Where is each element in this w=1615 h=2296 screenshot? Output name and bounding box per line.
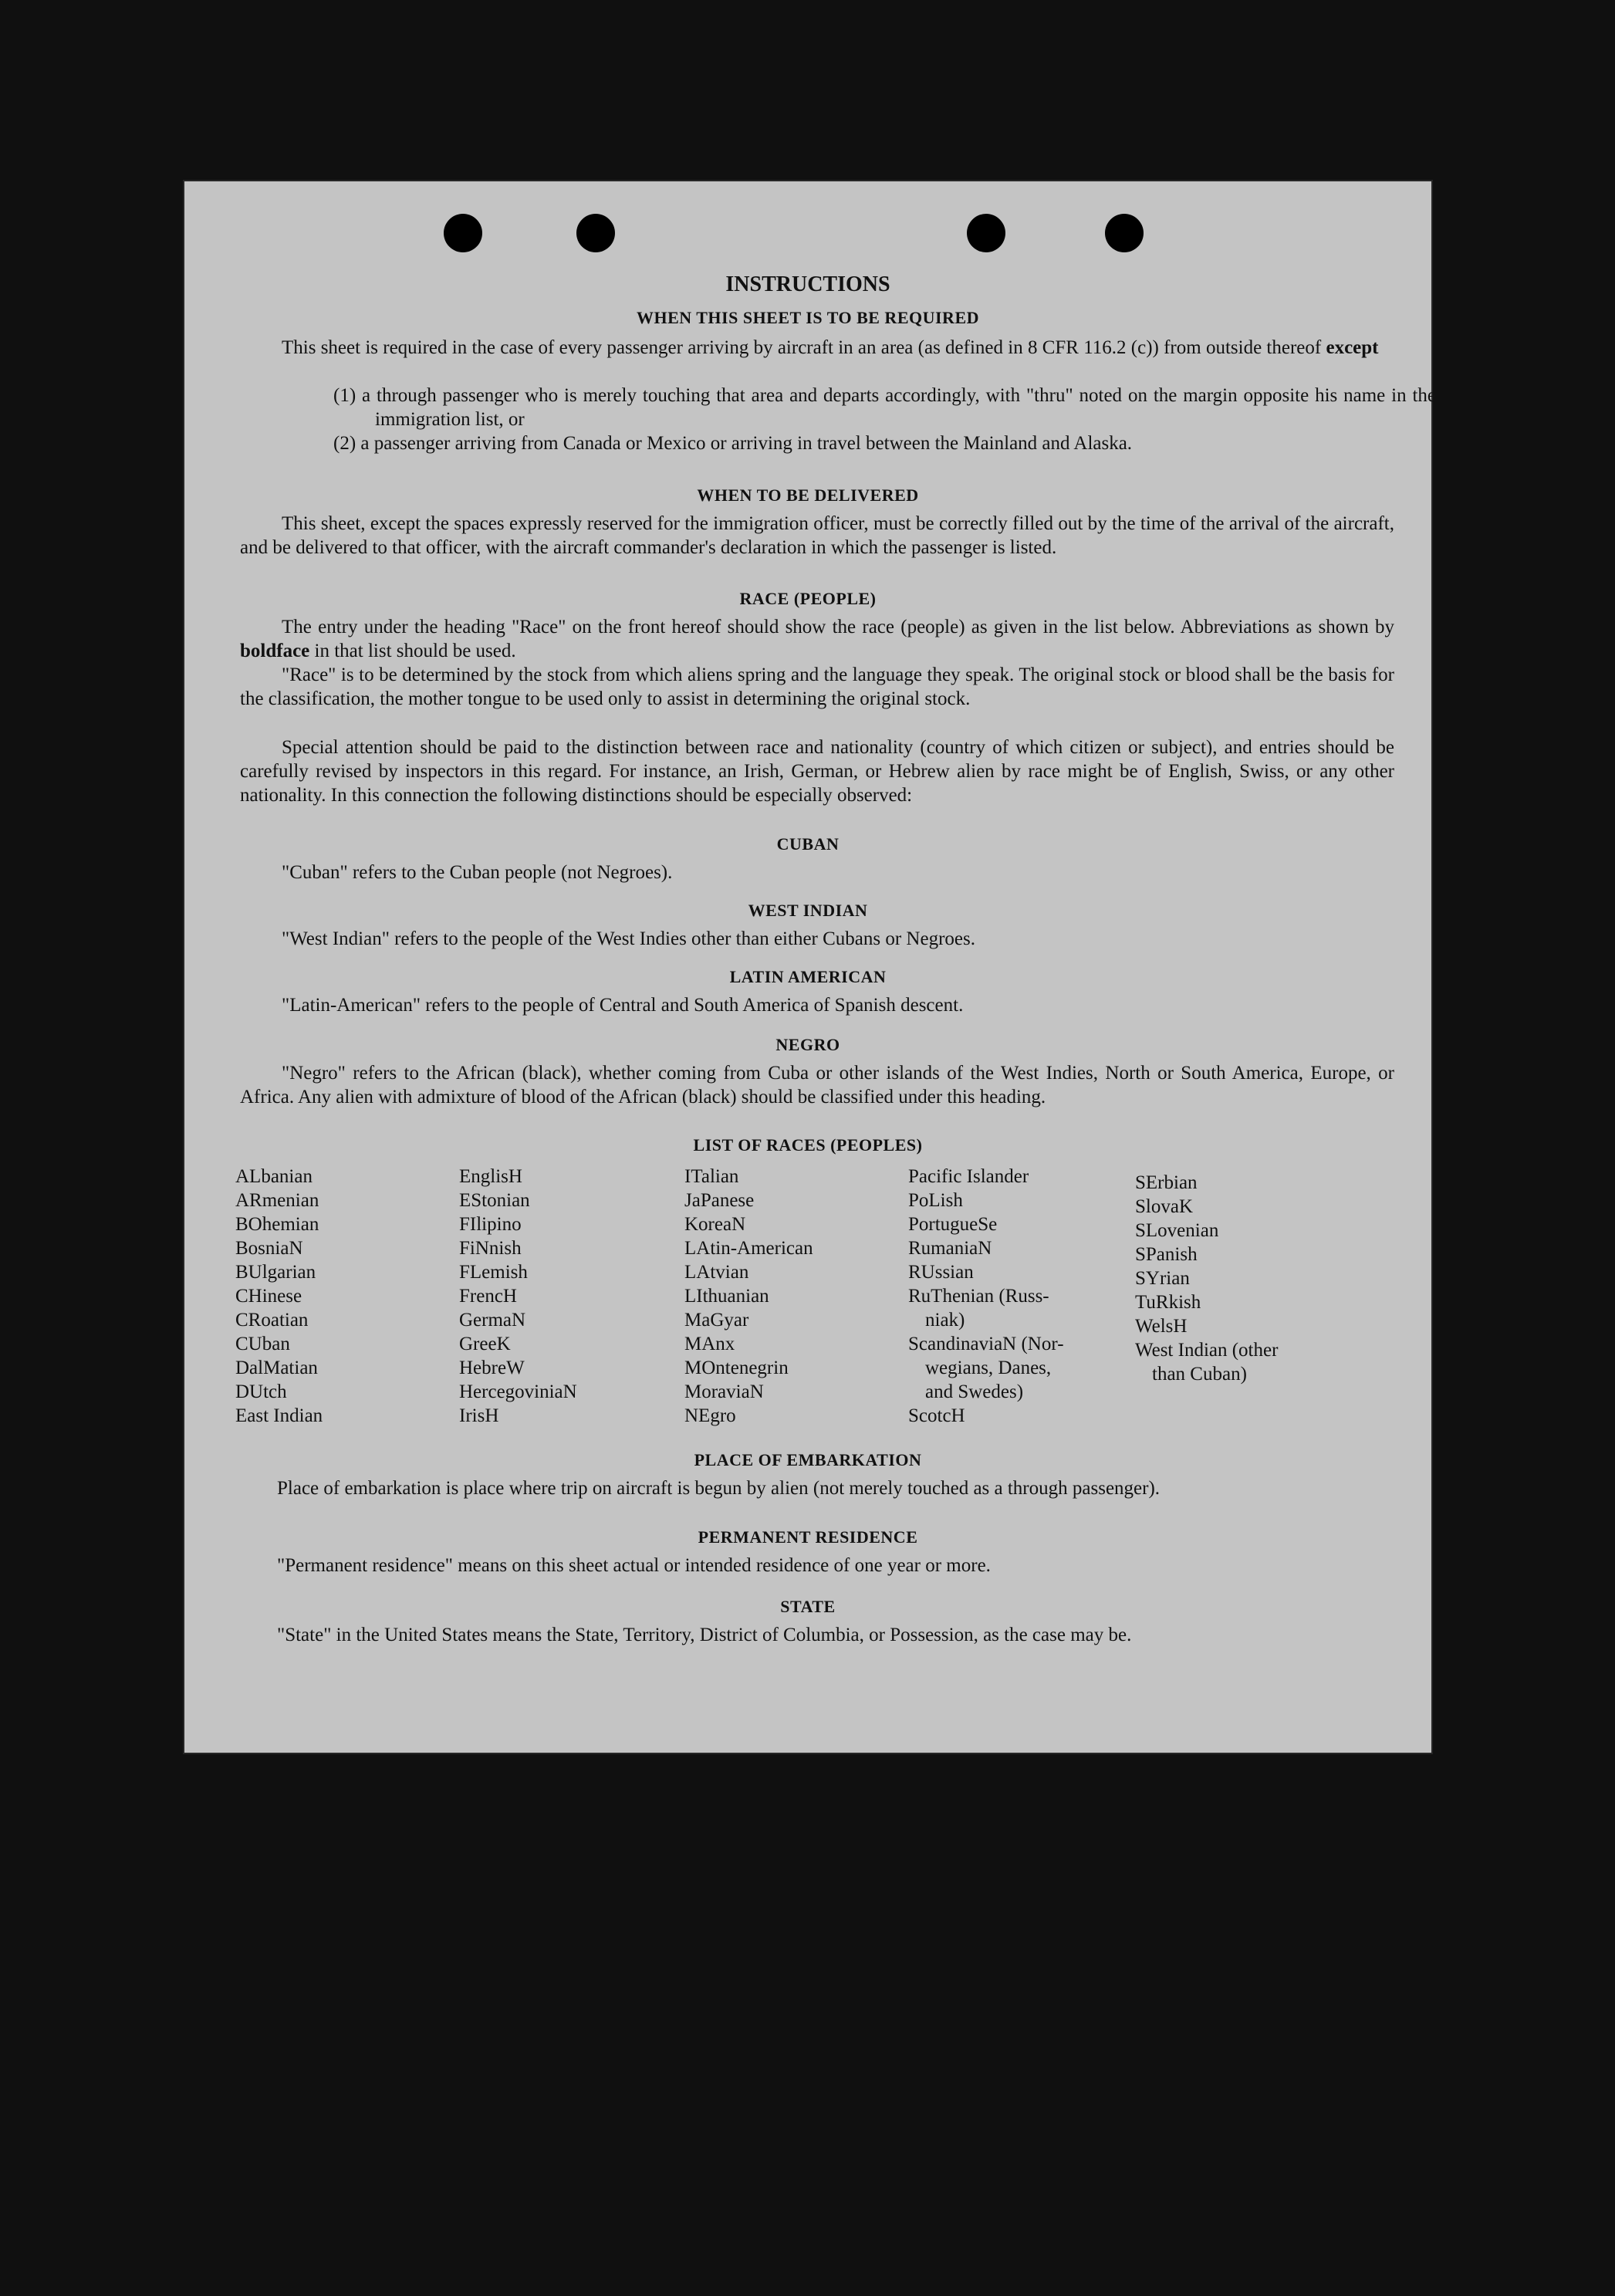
races-column-3 xyxy=(684,1165,813,1428)
race-para-2: "Race" is to be determined by the stock from which aliens spring and the language they speak. The original stock or blood shall be the basis for the classification, the mother tongue to be used only to assist in determining the original stock. xyxy=(240,664,1394,709)
heading-race: RACE (PEOPLE) xyxy=(739,589,877,608)
race-entry: ITalian xyxy=(684,1166,739,1187)
race-entry-continued: niak) xyxy=(925,1310,965,1331)
race-entry: FLemish xyxy=(459,1262,528,1283)
race-entry: RuThenian (Russ- xyxy=(908,1286,1049,1307)
heading-permanent-residence: PERMANENT RESIDENCE xyxy=(698,1527,918,1547)
race-para-3: Special attention should be paid to the distinction between race and nationality (country of which citizen or subject), and entries should be carefully revised by inspectors in this regard. For instance, an Irish, German, or Hebrew alien by race might be of English, Swiss, or any other nationality. In this connection the following distinctions should be especially observed: xyxy=(240,737,1394,806)
heading-latin-american: LATIN AMERICAN xyxy=(729,967,887,986)
race-entry: MaGyar xyxy=(684,1310,749,1331)
race-entry: BOhemian xyxy=(235,1214,319,1235)
heading-state: STATE xyxy=(780,1597,836,1616)
race-entry: ScandinaviaN (Nor- xyxy=(908,1334,1064,1354)
punch-hole xyxy=(444,214,482,252)
race-entry: ALbanian xyxy=(235,1166,313,1187)
races-column-4 xyxy=(908,1165,1064,1428)
heading-negro: NEGRO xyxy=(775,1035,840,1054)
exception-item-2: (2) a passenger arriving from Canada or Mexico or arriving in travel between the Mainland and Alaska. xyxy=(333,433,1133,454)
race-entry: KoreaN xyxy=(684,1214,746,1235)
race-entry: EStonian xyxy=(459,1190,530,1211)
race-entry: LAtin-American xyxy=(684,1238,813,1259)
race-entry: FrencH xyxy=(459,1286,517,1307)
race-entry-continued: wegians, Danes, xyxy=(925,1358,1052,1378)
heading-cuban: CUBAN xyxy=(776,834,840,854)
race-entry: DUtch xyxy=(235,1381,287,1402)
race-entry: RumaniaN xyxy=(908,1238,992,1259)
race-entry: ScotcH xyxy=(908,1405,965,1426)
race-entry: CRoatian xyxy=(235,1310,309,1331)
punch-hole xyxy=(1105,214,1144,252)
races-column-2 xyxy=(459,1165,577,1428)
race-entry: ARmenian xyxy=(235,1190,319,1211)
race-entry: SYrian xyxy=(1135,1268,1190,1289)
race-entry: NEgro xyxy=(684,1405,736,1426)
instruction-sheet xyxy=(183,180,1436,1754)
race-entry: WelsH xyxy=(1135,1316,1188,1337)
race-entry: EnglisH xyxy=(459,1166,522,1187)
heading-when-required: WHEN THIS SHEET IS TO BE REQUIRED xyxy=(636,308,980,327)
negro-text: "Negro" refers to the African (black), whether coming from Cuba or other islands of the West Indies, North or South America, Europe, or Africa. Any alien with admixture of blood of the African (black) should be classified under this heading. xyxy=(240,1063,1394,1107)
heading-place-of-embarkation: PLACE OF EMBARKATION xyxy=(694,1450,922,1469)
punch-hole xyxy=(967,214,1005,252)
west-indian-text: "West Indian" refers to the people of the West Indies other than either Cubans or Negroes. xyxy=(282,928,975,949)
embarkation-text: Place of embarkation is place where trip on aircraft is begun by alien (not merely touched as a through passenger). xyxy=(277,1478,1161,1499)
page-title: INSTRUCTIONS xyxy=(725,272,890,296)
delivered-text: This sheet, except the spaces expressly reserved for the immigration officer, must be correctly filled out by the time of the arrival of the aircraft, and be delivered to that officer, with the aircraft commander's declaration in which the passenger is listed. xyxy=(240,513,1394,558)
race-entry: TuRkish xyxy=(1135,1292,1201,1313)
race-entry: CHinese xyxy=(235,1286,302,1307)
heading-when-delivered: WHEN TO BE DELIVERED xyxy=(697,485,919,505)
state-text: "State" in the United States means the State, Territory, District of Columbia, or Possession, as the case may be. xyxy=(277,1625,1132,1645)
race-entry: MOntenegrin xyxy=(684,1358,789,1378)
race-entry: PortugueSe xyxy=(908,1214,998,1235)
required-intro: This sheet is required in the case of every passenger arriving by aircraft in an area (as defined in 8 CFR 116.2 (c)) from outside thereof except xyxy=(282,337,1379,358)
race-entry: PoLish xyxy=(908,1190,963,1211)
race-entry-continued: and Swedes) xyxy=(925,1381,1024,1402)
punch-hole xyxy=(576,214,615,252)
race-entry: SlovaK xyxy=(1135,1196,1193,1217)
race-entry: SErbian xyxy=(1135,1172,1198,1193)
cuban-text: "Cuban" refers to the Cuban people (not Negroes). xyxy=(282,862,673,883)
heading-west-indian: WEST INDIAN xyxy=(748,901,868,920)
race-entry: BosniaN xyxy=(235,1238,303,1259)
race-entry: LAtvian xyxy=(684,1262,749,1283)
race-entry: GreeK xyxy=(459,1334,511,1354)
race-entry: HebreW xyxy=(459,1358,525,1378)
race-entry: FIlipino xyxy=(459,1214,522,1235)
race-entry: IrisH xyxy=(459,1405,499,1426)
exception-item-1: (1) a through passenger who is merely touching that area and departs accordingly, with "thru" noted on the margin opposite his name in the immigration list, or xyxy=(333,385,1436,430)
race-entry-continued: than Cuban) xyxy=(1152,1364,1247,1385)
race-entry: HercegoviniaN xyxy=(459,1381,577,1402)
race-entry: MoraviaN xyxy=(684,1381,764,1402)
race-entry: MAnx xyxy=(684,1334,735,1354)
race-entry: CUban xyxy=(235,1334,290,1354)
race-entry: BUlgarian xyxy=(235,1262,316,1283)
race-entry: LIthuanian xyxy=(684,1286,769,1307)
race-entry: JaPanese xyxy=(684,1190,755,1211)
race-entry: RUssian xyxy=(908,1262,974,1283)
race-entry: West Indian (other xyxy=(1135,1340,1279,1361)
races-column-5 xyxy=(1135,1171,1278,1386)
race-entry: GermaN xyxy=(459,1310,526,1331)
race-entry: SPanish xyxy=(1135,1244,1198,1265)
race-entry: FiNnish xyxy=(459,1238,522,1259)
race-entry: DalMatian xyxy=(235,1358,318,1378)
latin-american-text: "Latin-American" refers to the people of Central and South America of Spanish descent. xyxy=(282,995,964,1016)
race-entry: Pacific Islander xyxy=(908,1166,1029,1187)
heading-list-of-races: LIST OF RACES (PEOPLES) xyxy=(693,1135,923,1155)
race-para-1: The entry under the heading "Race" on the front hereof should show the race (people) as given in the list below. Abbreviations as shown by boldface in that list should be used. xyxy=(240,617,1394,661)
race-entry: East Indian xyxy=(235,1405,323,1426)
races-column-1 xyxy=(235,1165,323,1428)
residence-text: "Permanent residence" means on this sheet actual or intended residence of one year or more. xyxy=(277,1555,991,1576)
race-entry: SLovenian xyxy=(1135,1220,1219,1241)
